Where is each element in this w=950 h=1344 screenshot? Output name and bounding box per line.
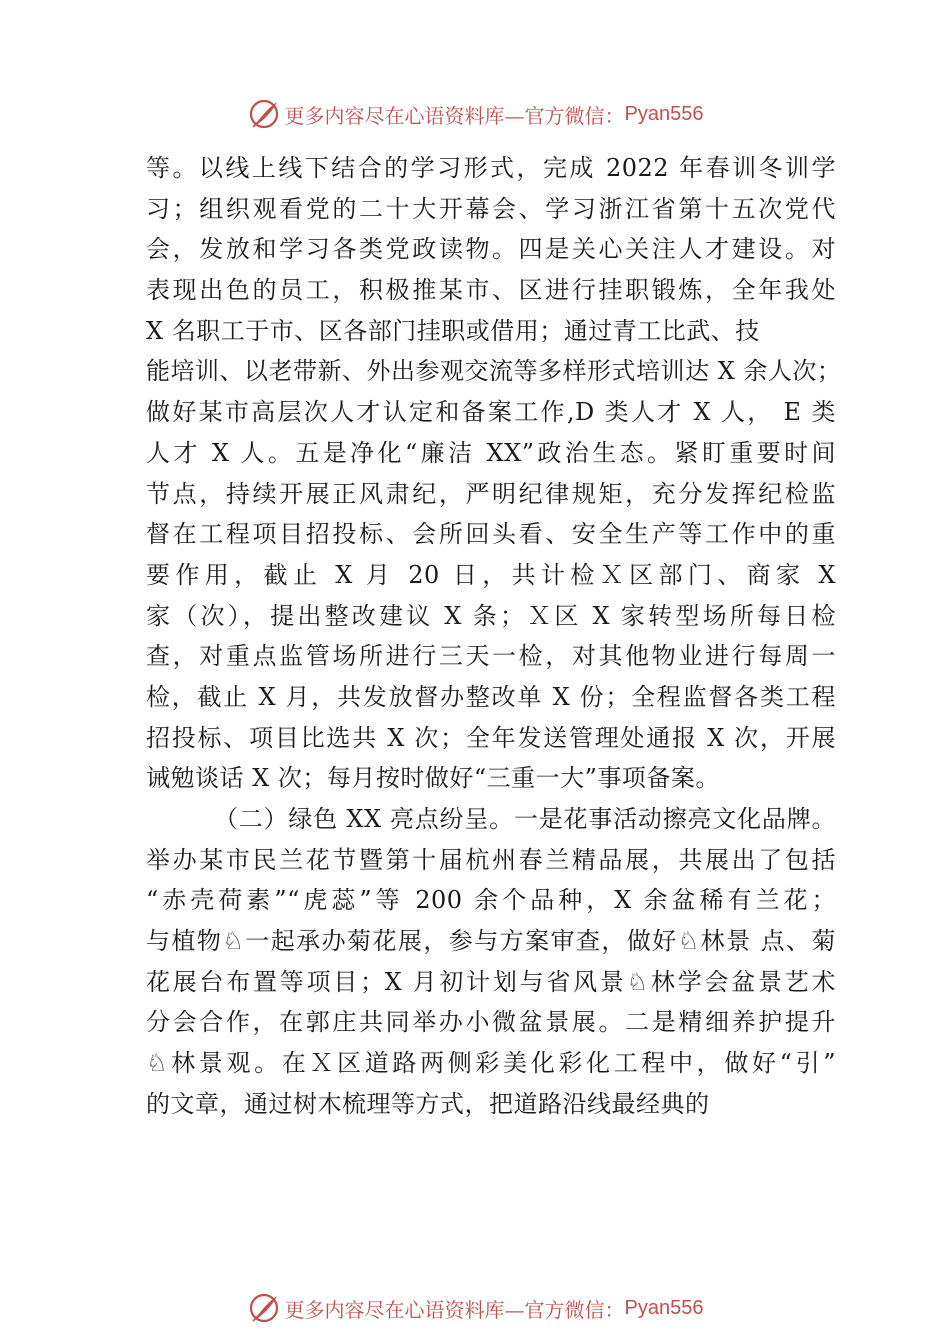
body-line: 分会合作，在郭庄共同举办小微盆景展。二是精细养护提升 [146, 1008, 836, 1037]
body-line: 做好某市高层次人才认定和备案工作,D 类人才 X 人， E 类 [146, 398, 836, 427]
body-line: 检，截止 X 月，共发放督办整改单 X 份；全程监督各类工程 [146, 682, 836, 711]
section-heading-line: （二）绿色 XX 亮点纷呈。一是花事活动擦亮文化品牌。 [214, 805, 836, 833]
body-line: “赤壳荷素”“虎蕊”等 200 余个品种，X 余盆稀有兰花； [146, 886, 836, 915]
body-line: 习；组织观看党的二十大开幕会、学习浙江省第十五次党代 [146, 194, 836, 223]
body-line: 督在工程项目招投标、会所回头看、安全生产等工作中的重 [146, 520, 836, 549]
header-banner-text: 更多内容尽在心语资料库—官方微信： [284, 103, 625, 128]
footer-banner-text: 更多内容尽在心语资料库—官方微信： [284, 1297, 625, 1322]
quill-logo-icon [247, 1291, 281, 1325]
body-line: X 名职工于市、区各部门挂职或借用；通过青工比武、技 [146, 316, 760, 345]
body-line: 节点，持续开展正风肃纪，严明纪律规矩，充分发挥纪检监 [146, 479, 836, 508]
header-banner-handle: Pyan556 [624, 102, 704, 125]
header-watermark-banner [0, 94, 950, 134]
body-line: 与植物♘一起承办菊花展，参与方案审查，做好♘林景 点、菊 [146, 927, 836, 956]
body-line: 招投标、项目比选共 X 次；全年发送管理处通报 X 次，开展 [146, 723, 836, 752]
body-line: 举办某市民兰花节暨第十届杭州春兰精品展，共展出了包括 [146, 845, 836, 874]
body-line: 等。以线上线下结合的学习形式，完成 2022 年春训冬训学 [146, 154, 836, 182]
document-body [146, 148, 842, 1125]
body-line: 家（次），提出整改建议 X 条；Ｘ区 X 家转型场所每日检 [146, 601, 836, 630]
body-line: 人才 X 人。五是净化“廉洁 XX”政治生态。紧盯重要时间 [146, 438, 836, 467]
body-line: 诫勉谈话 X 次；每月按时做好“三重一大”事项备案。 [146, 764, 720, 793]
body-line: 的文章，通过树木梳理等方式，把道路沿线最经典的 [146, 1089, 710, 1118]
body-line: 能培训、以老带新、外出参观交流等多样形式培训达 X 余人次； [146, 357, 842, 386]
body-line: ♘林景观。在Ｘ区道路两侧彩美化彩化工程中，做好“引” [146, 1049, 836, 1078]
body-line: 表现出色的员工，积极推某市、区进行挂职锻炼，全年我处 [146, 276, 836, 305]
footer-banner-handle: Pyan556 [624, 1296, 704, 1319]
body-line: 要作用，截止 X 月 20 日，共计检Ｘ区部门、商家 X [146, 560, 836, 589]
body-line: 花展台布置等项目；X 月初计划与省风景♘林学会盆景艺术 [146, 967, 836, 996]
body-line: 查，对重点监管场所进行三天一检，对其他物业进行每周一 [146, 642, 836, 671]
quill-logo-icon [247, 97, 281, 131]
body-line: 会，发放和学习各类党政读物。四是关心关注人才建设。对 [146, 235, 836, 264]
footer-watermark-banner [0, 1288, 950, 1328]
